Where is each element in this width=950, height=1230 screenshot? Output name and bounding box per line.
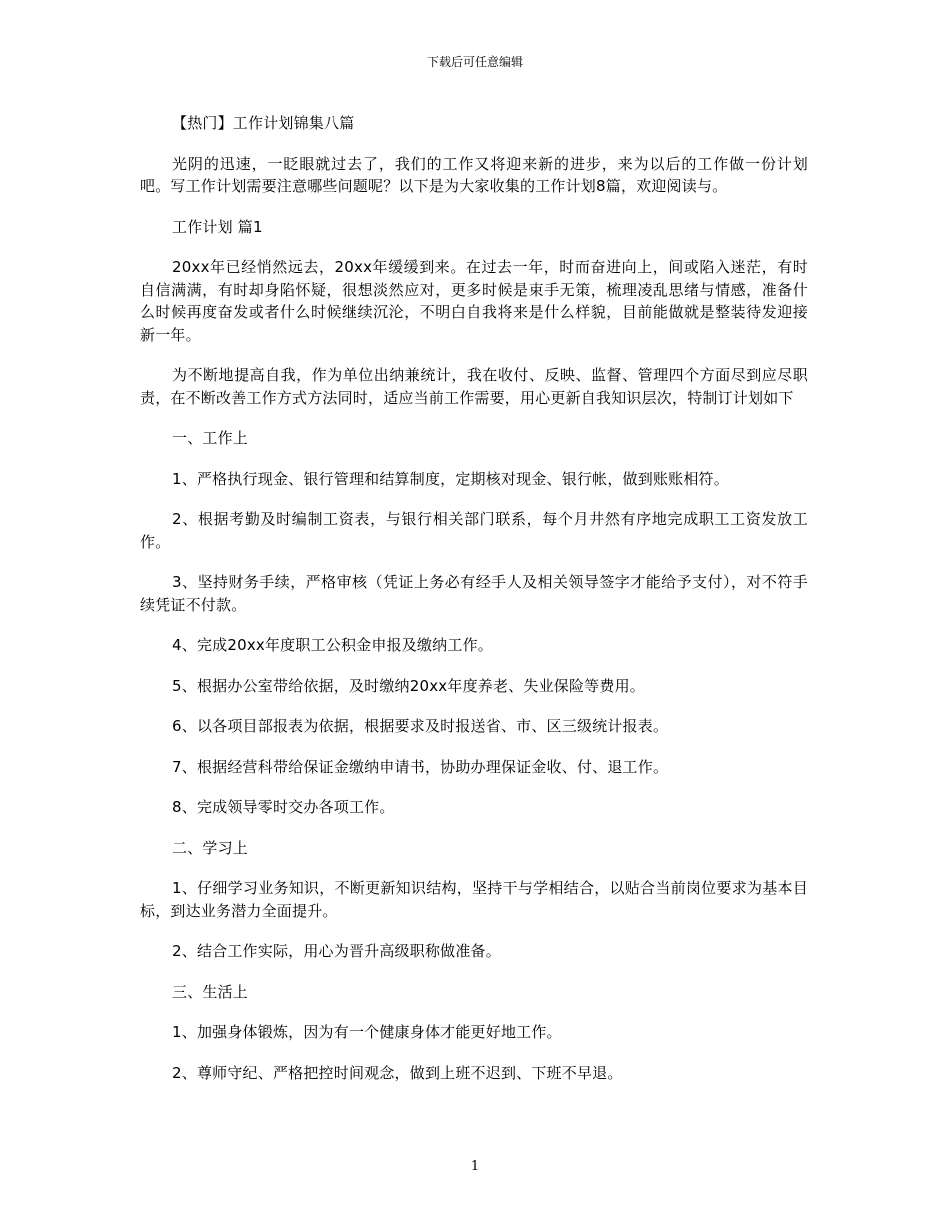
list-item: 2、根据考勤及时编制工资表，与银行相关部门联系，每个月井然有序地完成职工工资发放工作。 [140, 510, 808, 551]
paragraph: 20xx年已经悄然远去，20xx年缓缓到来。在过去一年，时而奋进向上，间或陷入迷茫，有时自信满满，有时却身陷怀疑，很想淡然应对，更多时候是束手无策，梳理凌乱思绪与情感，准备什么时候再度奋发或者什么时候继续沉沦，不明白自我将来是什么样貌，目前能做就是整装待发迎接新一年。 [140, 258, 808, 344]
list-item: 1、仔细学习业务知识，不断更新知识结构，坚持干与学相结合，以贴合当前岗位要求为基本目标，到达业务潜力全面提升。 [140, 879, 808, 920]
section-heading-study: 二、学习上 [172, 838, 249, 857]
list-item: 1、加强身体锻炼，因为有一个健康身体才能更好地工作。 [172, 1023, 562, 1041]
list-item: 7、根据经营科带给保证金缴纳申请书，协助办理保证金收、付、退工作。 [172, 757, 669, 776]
list-item: 3、坚持财务手续，严格审核（凭证上务必有经手人及相关领导签字才能给予支付），对不符手续凭证不付款。 [140, 573, 808, 614]
page-number: 1 [470, 1159, 480, 1174]
list-item: 5、根据办公室带给依据，及时缴纳20xx年度养老、失业保险等费用。 [172, 676, 645, 695]
section-heading-plan-1: 工作计划 篇1 [172, 217, 263, 236]
document-body [140, 112, 808, 1102]
list-item: 2、结合工作实际，用心为晋升高级职称做准备。 [172, 942, 501, 960]
intro-paragraph: 光阴的迅速，一眨眼就过去了，我们的工作又将迎来新的进步，来为以后的工作做一份计划吧。写工作计划需要注意哪些问题呢？以下是为大家收集的工作计划8篇，欢迎阅读与。 [140, 154, 808, 195]
list-item: 8、完成领导零时交办各项工作。 [172, 798, 395, 816]
section-heading-work: 一、工作上 [172, 429, 249, 447]
section-heading-life: 三、生活上 [172, 982, 249, 1001]
list-item: 6、以各项目部报表为依据，根据要求及时报送省、市、区三级统计报表。 [172, 717, 669, 735]
page-header: 下载后可任意编辑 [426, 55, 523, 69]
paragraph: 为不断地提高自我，作为单位出纳兼统计，我在收付、反映、监督、管理四个方面尽到应尽职责，在不断改善工作方式方法同时，适应当前工作需要，用心更新自我知识层次，特制订计划如下 [140, 366, 808, 407]
document-title: 【热门】工作计划锦集八篇 [172, 114, 355, 132]
list-item: 1、严格执行现金、银行管理和结算制度，定期核对现金、银行帐，做到账账相符。 [172, 469, 729, 488]
list-item: 4、完成20xx年度职工公积金申报及缴纳工作。 [172, 636, 493, 654]
list-item: 2、尊师守纪、严格把控时间观念，做到上班不迟到、下班不早退。 [172, 1063, 623, 1082]
